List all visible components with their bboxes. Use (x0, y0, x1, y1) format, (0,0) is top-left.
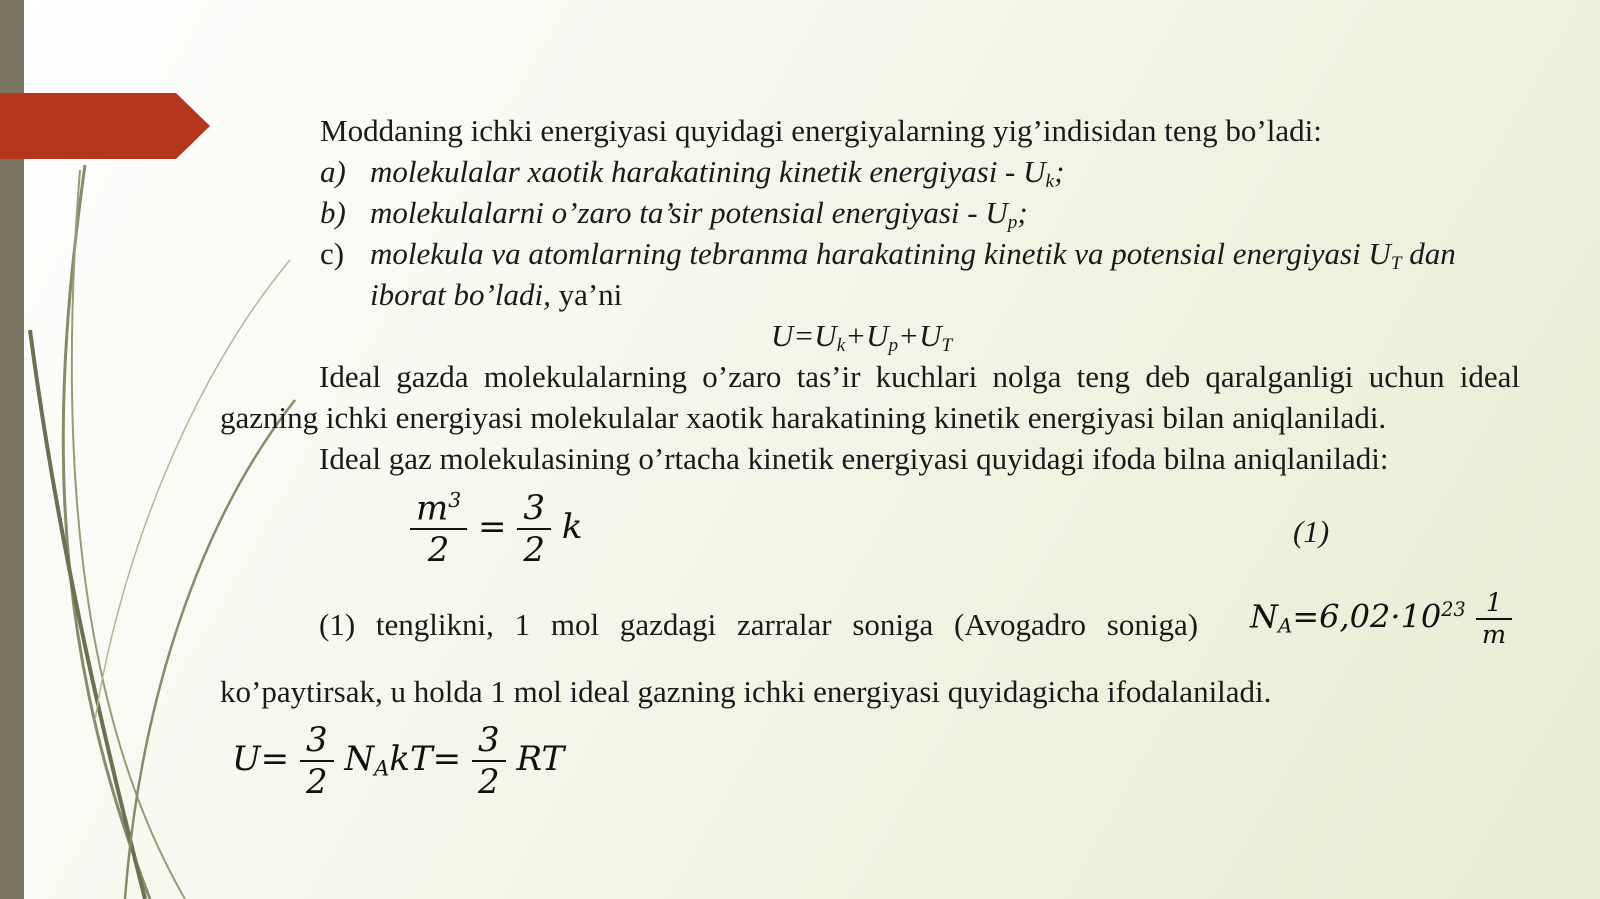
paragraph-ideal-gas-line1: Ideal gazda molekulalarning o’zaro tas’ir kuchlari nolga teng deb qaralganligi uchun ideal (319, 359, 1520, 394)
formula-avogadro-number: $N_A=6,02\cdot 10^{23}$ $\frac{1}{m}$ (1250, 588, 1512, 650)
list-item-c-continuation: iborat bo’ladi, ya’ni (370, 277, 623, 312)
list-item-a: a) molekulalar xaotik harakatining kinetik energiyasi - $U_k$; (320, 154, 1065, 192)
title-arrow-tab (0, 93, 210, 159)
intro-text: Moddaning ichki energiyasi quyidagi energiyalarning yig’indisidan teng bo’ladi: (320, 113, 1322, 148)
item-marker: c) (320, 236, 345, 271)
formula-internal-energy: U= $\frac{3}{2}$ $N_AkT=$ $\frac{3}{2}$ RT (232, 720, 565, 802)
paragraph-avogadro-line1: (1) tenglikni, 1 mol gazdagi zarralar soniga (Avogadro soniga) (319, 607, 1199, 642)
paragraph-mean-energy: Ideal gaz molekulasining o’rtacha kinetik energiyasi quyidagi ifoda bilna aniqlaniladi: (319, 441, 1389, 476)
paragraph-ideal-gas-line2: gazning ichki energiyasi molekulalar xaotik harakatining kinetik energiyasi bilan aniqlaniladi. (220, 400, 1387, 435)
paragraph-internal-energy: ko’paytirsak, u holda 1 mol ideal gazning ichki energiyasi quyidagicha ifodalaniladi. (220, 674, 1272, 709)
list-item-c: c) molekula va atomlarning tebranma harakatining kinetik va potensial energiyasi $U_T$ dan (320, 236, 1456, 274)
equation-main: $U=U_k+U_p+U_T$ (771, 318, 953, 356)
formula-mean-kinetic-energy: $\frac{m^3}{2}$ = $\frac{3}{2}$ k (410, 488, 582, 570)
formula-number-label: (1) (1293, 514, 1330, 549)
item-marker: b) (320, 195, 346, 230)
list-item-b: b) molekulalarni o’zaro ta’sir potensial energiyasi - $U_p$; (320, 195, 1028, 233)
item-marker: a) (320, 154, 346, 189)
